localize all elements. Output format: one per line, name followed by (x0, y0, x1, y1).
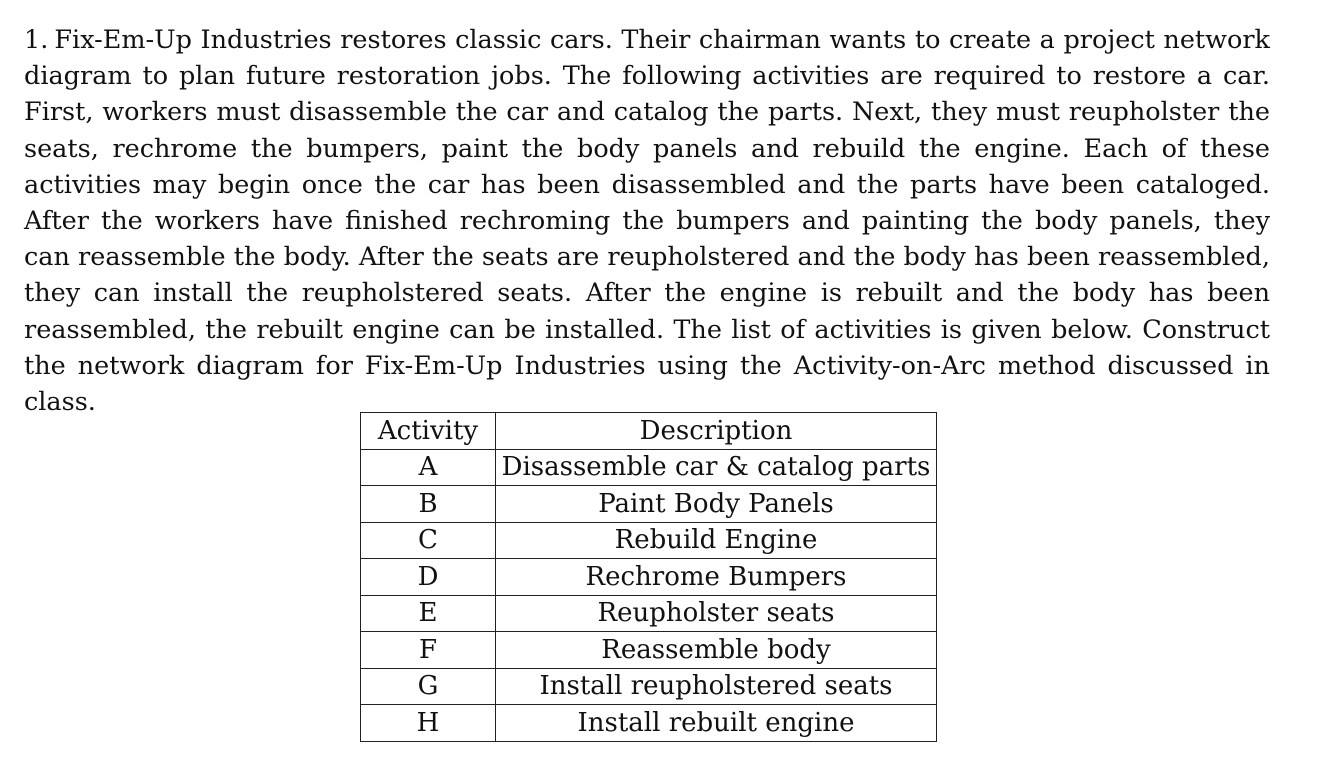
table-row (361, 632, 937, 669)
table-row (361, 486, 937, 523)
description-cell: Install rebuilt engine (496, 705, 937, 742)
activity-cell: H (361, 705, 496, 742)
table-row (361, 449, 937, 486)
description-cell: Install reupholstered seats (496, 668, 937, 705)
activity-cell: F (361, 632, 496, 669)
table-row (361, 559, 937, 596)
activity-cell: D (361, 559, 496, 596)
table-row (361, 522, 937, 559)
description-cell: Paint Body Panels (496, 486, 937, 523)
activity-cell: G (361, 668, 496, 705)
problem-text: Fix-Em-Up Industries restores classic cars. Their chairman wants to create a project network diagram to plan future restoration jobs. The following activities are required to restore a car. First, workers must disassemble the car and catalog the parts. Next, they must reupholster the seats, rechrome the bumpers, paint the body panels and rebuild the engine. Each of these activities may begin once the car has been disassembled and the parts have been cataloged. After the workers have finished rechroming the bumpers and painting the body panels, they can reassemble the body. After the seats are reupholstered and the body has been reassembled, they can install the reupholstered seats. After the engine is rebuilt and the body has been reassembled, the rebuilt engine can be installed. The list of activities is given below. Construct the network diagram for Fix-Em-Up Industries using the Activity-on-Arc method discussed in class. (24, 25, 1270, 418)
description-cell: Reupholster seats (496, 595, 937, 632)
table-row (361, 705, 937, 742)
description-cell: Disassemble car & catalog parts (496, 449, 937, 486)
problem-statement (24, 22, 1270, 420)
activity-cell: C (361, 522, 496, 559)
activity-table (360, 412, 937, 742)
description-column-header: Description (496, 413, 937, 450)
activity-cell: E (361, 595, 496, 632)
description-cell: Rebuild Engine (496, 522, 937, 559)
description-cell: Rechrome Bumpers (496, 559, 937, 596)
problem-number: 1. (24, 25, 49, 55)
table-row (361, 668, 937, 705)
activity-cell: B (361, 486, 496, 523)
activity-cell: A (361, 449, 496, 486)
table-header-row (361, 413, 937, 450)
description-cell: Reassemble body (496, 632, 937, 669)
activity-column-header: Activity (361, 413, 496, 450)
table-row (361, 595, 937, 632)
